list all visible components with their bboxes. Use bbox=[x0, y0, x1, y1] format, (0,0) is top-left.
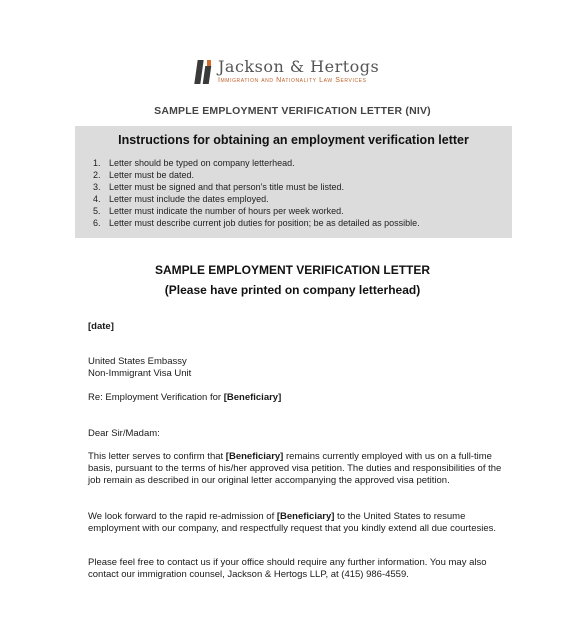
instruction-item: 2. Letter must be dated. bbox=[103, 169, 512, 181]
letter-date: [date] bbox=[88, 321, 114, 332]
paragraph-2 bbox=[88, 511, 508, 535]
instruction-item: 3. Letter must be signed and that person’s title must be listed. bbox=[103, 181, 512, 193]
letter-heading: SAMPLE EMPLOYMENT VERIFICATION LETTER bbox=[154, 263, 431, 277]
logo-subtitle: Immigration and Nationality Law Services bbox=[218, 77, 367, 84]
paragraph-3: Please feel free to contact us if your office should require any further information. You may also contact our immigration counsel, Jackson & Hertogs LLP, at (415) 986-4559. bbox=[88, 557, 487, 580]
address-line: Non-Immigrant Visa Unit bbox=[88, 368, 192, 379]
logo-name: Jackson & Hertogs bbox=[218, 57, 380, 76]
instruction-item: 6. Letter must describe current job duties for position; be as detailed as possible. bbox=[103, 217, 512, 229]
re-prefix: Re: Employment Verification for bbox=[88, 392, 224, 403]
paragraph-1 bbox=[88, 451, 508, 487]
paragraph-text: remains currently employed with us on a full-time basis, pursuant to the terms of his/her approved visa petition. The duties and responsibilities of the job remain as described in our original letter accompanying the approved visa petition. bbox=[88, 451, 502, 486]
beneficiary-placeholder: [Beneficiary] bbox=[225, 451, 284, 462]
salutation: Dear Sir/Madam: bbox=[88, 428, 160, 439]
instructions-heading: Instructions for obtaining an employment verification letter bbox=[118, 133, 469, 147]
instruction-item: 4. Letter must include the dates employed. bbox=[103, 193, 512, 205]
instructions-box bbox=[75, 126, 512, 238]
beneficiary-placeholder: [Beneficiary] bbox=[223, 392, 282, 403]
instructions-list bbox=[75, 157, 512, 229]
paragraph-text: We look forward to the rapid re-admission of bbox=[88, 511, 277, 522]
document-title: SAMPLE EMPLOYMENT VERIFICATION LETTER (NIV) bbox=[154, 105, 431, 117]
re-line bbox=[88, 392, 508, 404]
address-line: United States Embassy bbox=[88, 356, 187, 367]
recipient-address bbox=[88, 356, 508, 380]
paragraph-text: This letter serves to confirm that bbox=[88, 451, 226, 462]
logo-icon bbox=[196, 60, 214, 84]
company-logo bbox=[196, 58, 379, 85]
instruction-item: 1. Letter should be typed on company letterhead. bbox=[103, 157, 512, 169]
instruction-item: 5. Letter must indicate the number of hours per week worked. bbox=[103, 205, 512, 217]
letter-subheading: (Please have printed on company letterhead) bbox=[164, 283, 421, 297]
beneficiary-placeholder: [Beneficiary] bbox=[276, 511, 335, 522]
paragraph-text: to the United States to resume employment with our company, and respectfully request that you kindly extend all due courtesies. bbox=[88, 511, 497, 534]
